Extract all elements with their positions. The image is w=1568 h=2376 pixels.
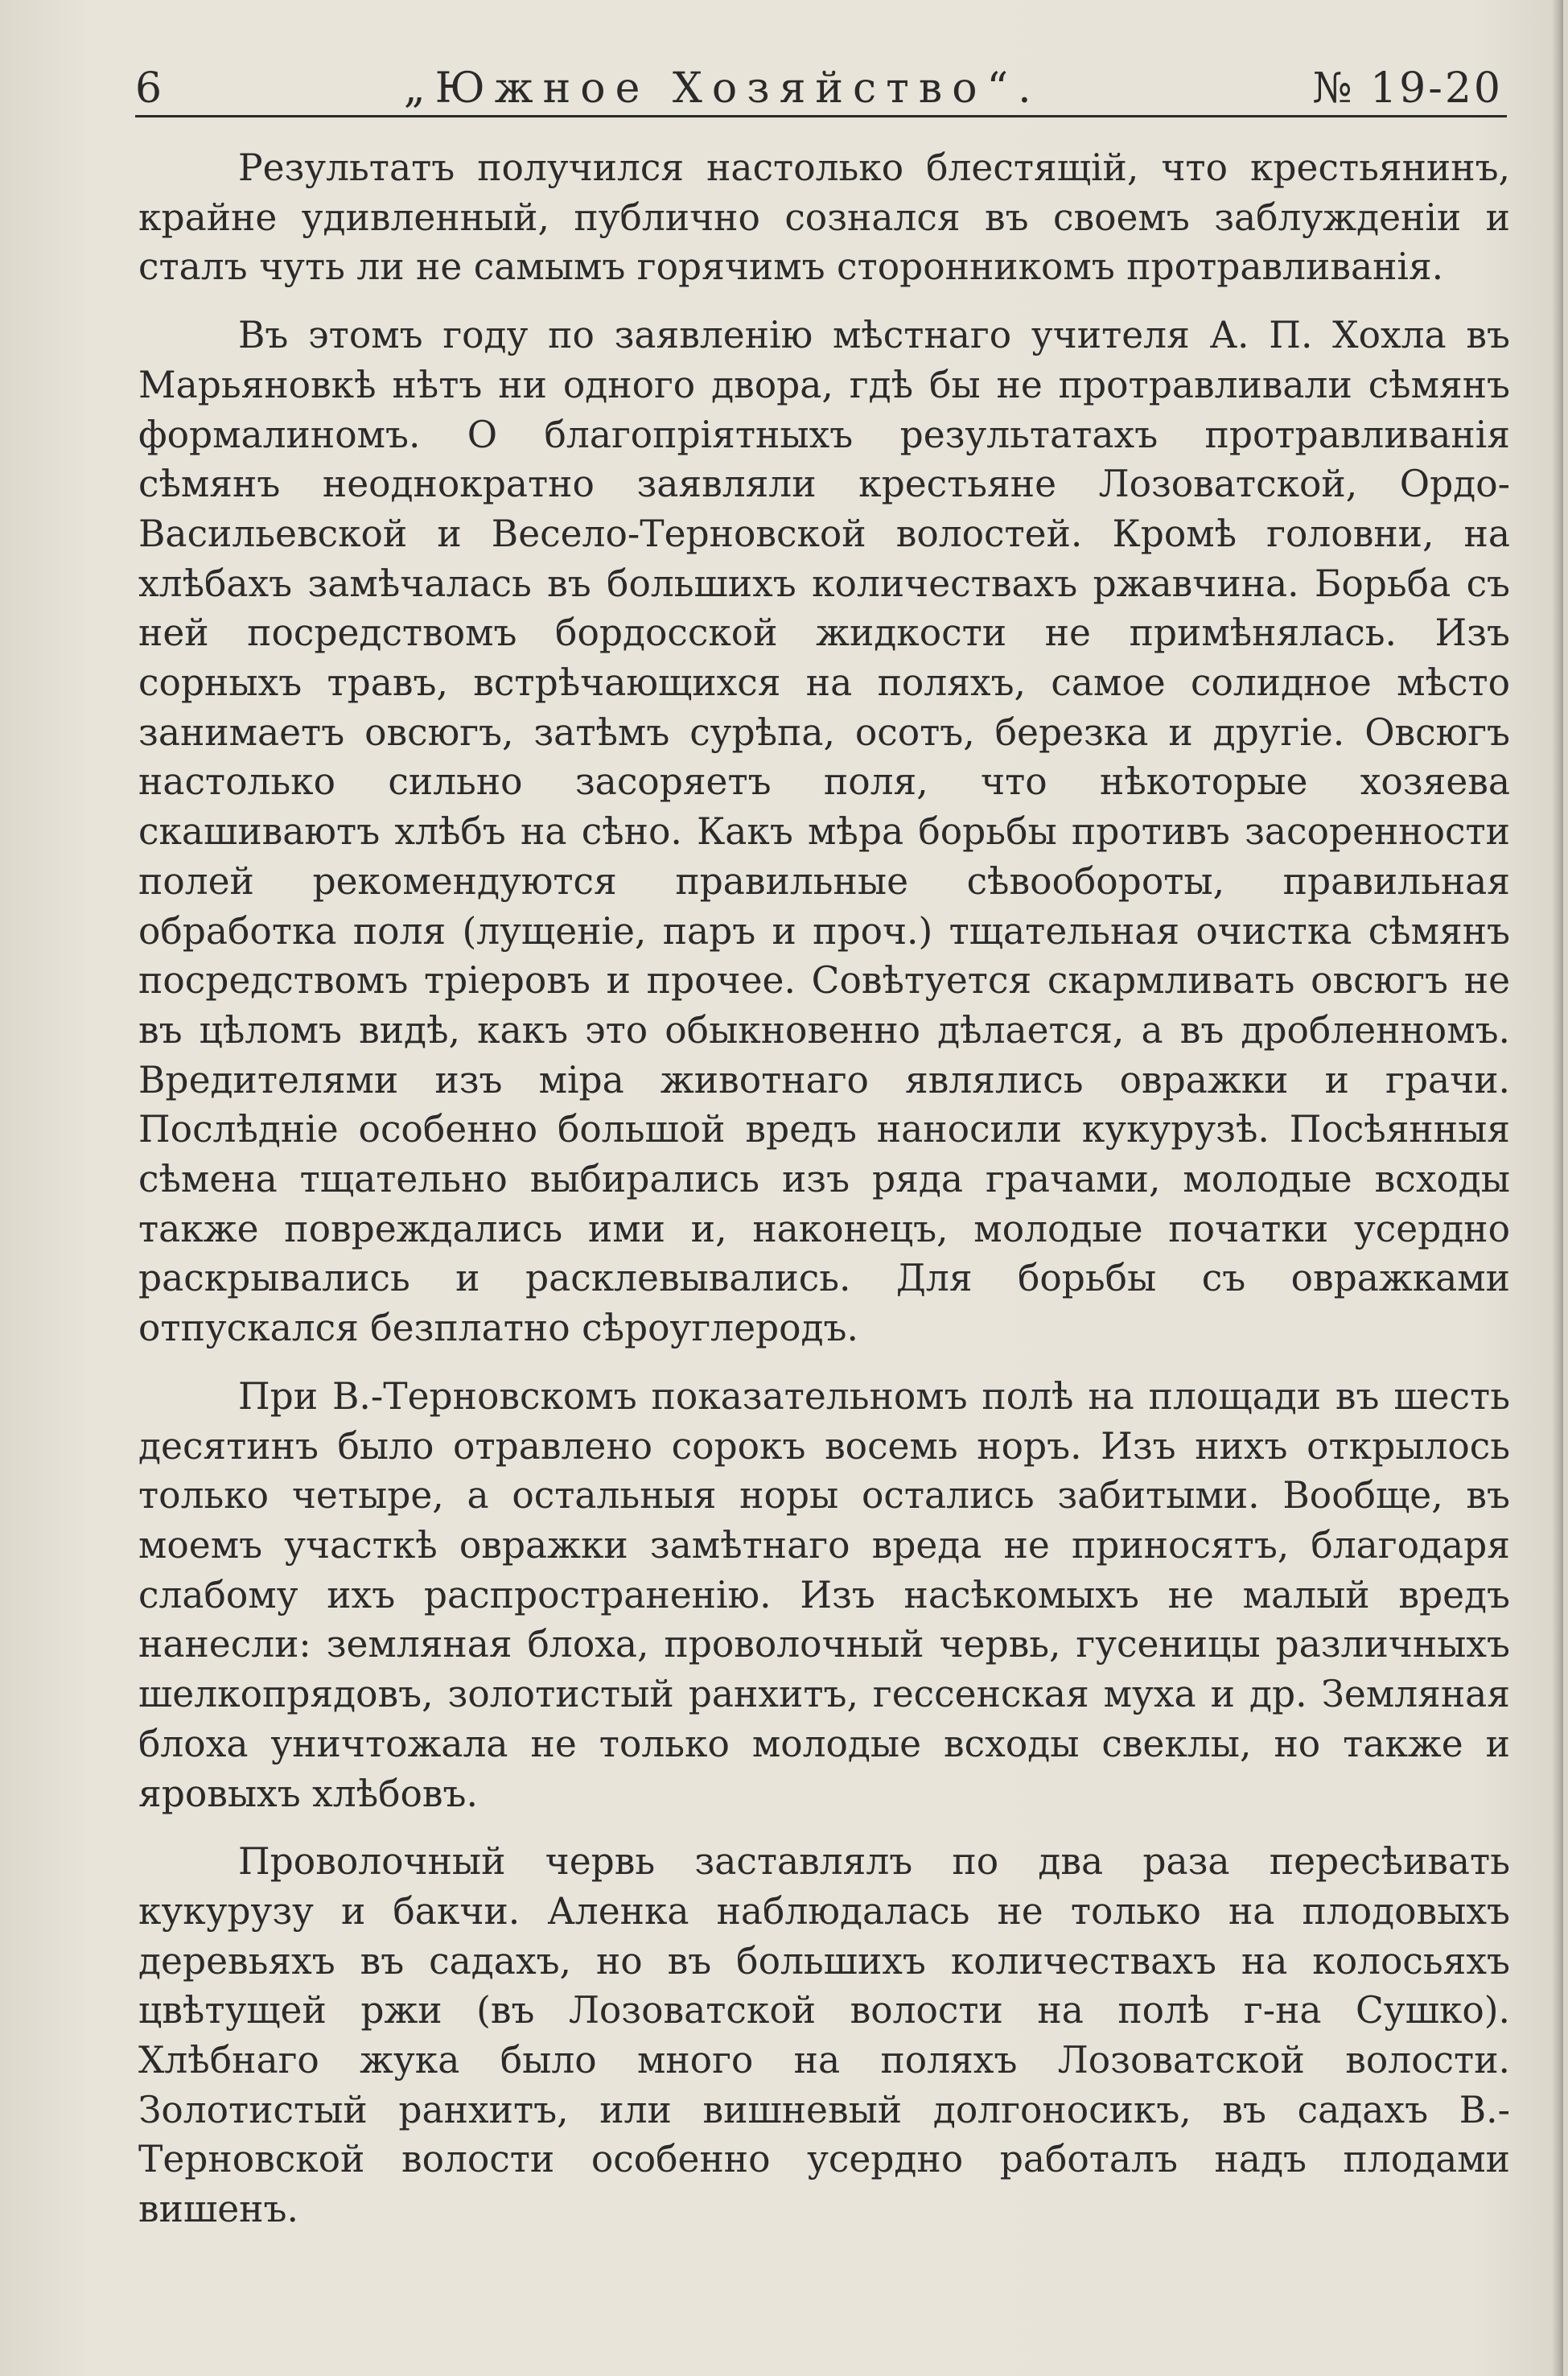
journal-title: „Южное Хозяйство“. [403, 64, 1041, 113]
header-rule [135, 115, 1507, 117]
paragraph: Проволочный червь заставлялъ по два раза пересѣивать кукурузу и бакчи. Аленка наблюдалась не только на плодовыхъ деревьяхъ въ садахъ, но въ большихъ количествахъ на колосьяхъ цвѣтущей ржи (въ Лозоватской волости на полѣ г-на Сушко). Хлѣбнаго жука было много на поляхъ Лозоватской волости. Золотистый ранхитъ, или вишневый долгоносикъ, въ садахъ В.-Терновской волости особенно усердно работалъ надъ плодами вишенъ. [138, 1840, 1510, 2231]
page-number: 6 [135, 64, 165, 113]
paragraph: При В.-Терновскомъ показательномъ полѣ на площади въ шесть десятинъ было отравлено сорокъ восемь норъ. Изъ нихъ открылось только четыре, а остальныя норы остались забитыми. Вообще, въ моемъ участкѣ овражки замѣтнаго вреда не приносятъ, благодаря слабому ихъ распространенію. Изъ насѣкомыхъ не малый вредъ нанесли: земляная блоха, проволочный червь, гусеницы различныхъ шелкопрядовъ, золотистый ранхитъ, гессенская муха и др. Земляная блоха уничтожала не только молодые всходы свеклы, но также и яровыхъ хлѣбовъ. [138, 1374, 1510, 1815]
issue-number: № 19-20 [1312, 64, 1503, 113]
running-header [135, 56, 1503, 113]
paragraph: Въ этомъ году по заявленію мѣстнаго учителя А. П. Хохла въ Марьяновкѣ нѣтъ ни одного двора, гдѣ бы не протравливали сѣмянъ формалиномъ. О благопріятныхъ результатахъ протравливанія сѣмянъ неоднократно заявляли крестьяне Лозоватской, Ордо-Васильевской и Весело-Терновской волостей. Кромѣ головни, на хлѣбахъ замѣчалась въ большихъ количествахъ ржавчина. Борьба съ ней посредствомъ бордосской жидкости не примѣнялась. Изъ сорныхъ травъ, встрѣчающихся на поляхъ, самое солидное мѣсто занимаетъ овсюгъ, затѣмъ сурѣпа, осотъ, березка и другіе. Овсюгъ настолько сильно засоряетъ поля, что нѣкоторые хозяева скашиваютъ хлѣбъ на сѣно. Какъ мѣра борьбы противъ засоренности полей рекомендуются правильные сѣвообороты, правильная обработка поля (лущеніе, паръ и проч.) тщательная очистка сѣмянъ посредствомъ тріеровъ и прочее. Совѣтуется скармливать овсюгъ не въ цѣломъ видѣ, какъ это обыкновенно дѣлается, а въ дробленномъ. Вредителями изъ міра животнаго являлись овражки и грачи. Послѣдніе особенно большой вредъ наносили кукурузѣ. Посѣянныя сѣмена тщательно выбирались изъ ряда грачами, молодые всходы также повреждались ими и, наконецъ, молодые початки усердно раскрывались и расклевывались. Для борьбы съ овражками отпускался безплатно сѣроуглеродъ. [138, 314, 1510, 1350]
article-body [138, 143, 1510, 2253]
page-edge-shadow [1552, 0, 1563, 2376]
paragraph: Результатъ получился настолько блестящій, что крестьянинъ, крайне удивленный, публично сознался въ своемъ заблужденіи и сталъ чуть ли не самымъ горячимъ сторонникомъ протравливанія. [138, 146, 1510, 289]
